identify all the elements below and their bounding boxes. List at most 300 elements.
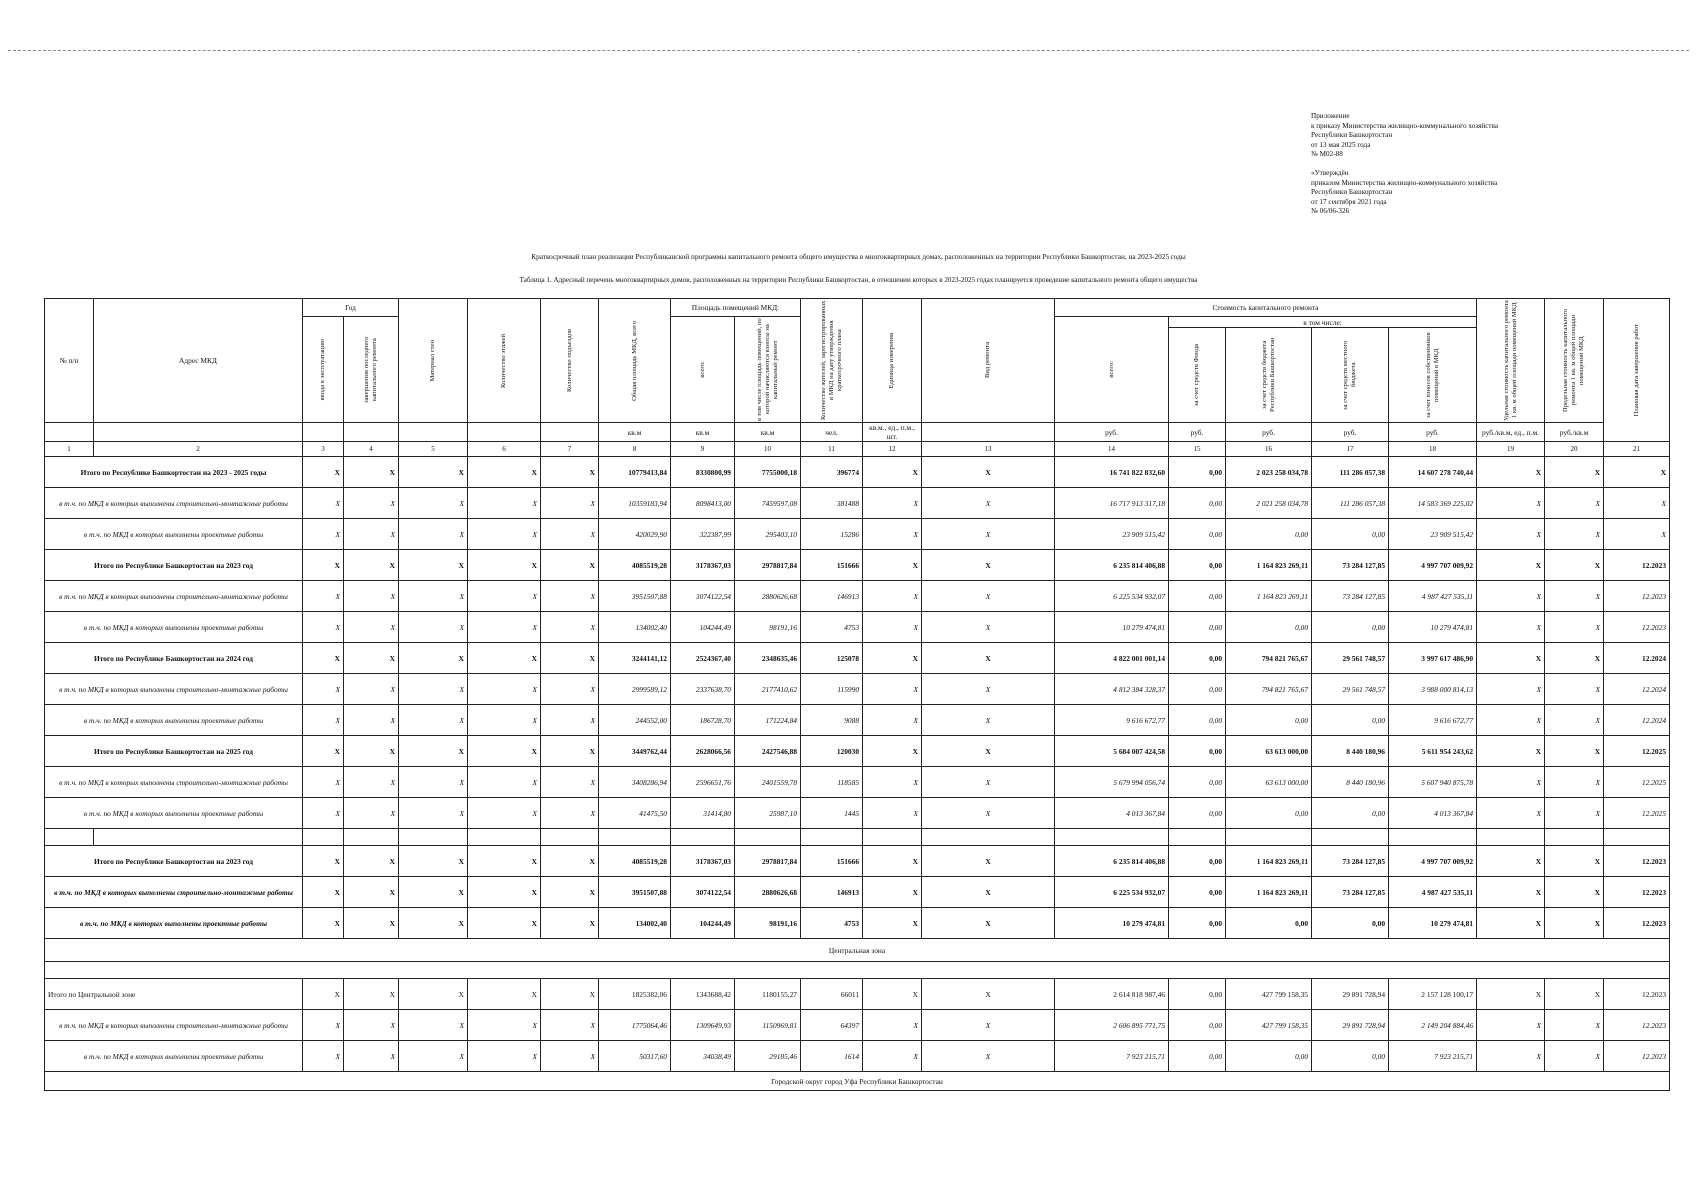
local-budget-cell: 0,00 (1312, 612, 1389, 643)
x-mark: X (1477, 736, 1545, 767)
x-mark: X (399, 457, 468, 488)
owned-area-cell: 7755000,18 (735, 457, 801, 488)
residents-cell: 64397 (801, 1010, 863, 1041)
table-row (45, 798, 1670, 829)
premises-area-cell: 8098413,00 (671, 488, 735, 519)
premises-area-cell: 34038,49 (671, 1041, 735, 1072)
owned-area-cell: 2401559,78 (735, 767, 801, 798)
x-mark: X (1477, 877, 1545, 908)
column-number: 2 (94, 442, 303, 457)
cost-total-cell: 6 235 814 406,88 (1055, 846, 1169, 877)
zone-title: Центральная зона (45, 939, 1670, 962)
x-mark: X (541, 581, 599, 612)
fund-cell: 0,00 (1169, 519, 1226, 550)
premises-area-cell: 1343688,42 (671, 979, 735, 1010)
owned-area-cell: 2348635,46 (735, 643, 801, 674)
col-total-area-header: Общая площадь МКД, всего (599, 299, 671, 423)
cost-total-cell: 10 279 474,81 (1055, 612, 1169, 643)
residents-cell: 125078 (801, 643, 863, 674)
fund-cell: 0,00 (1169, 581, 1226, 612)
column-number: 21 (1604, 442, 1670, 457)
cost-total-cell: 10 279 474,81 (1055, 908, 1169, 939)
owned-area-cell: 2880626,68 (735, 877, 801, 908)
rb-budget-cell: 1 164 823 269,11 (1226, 581, 1312, 612)
rb-budget-cell: 0,00 (1226, 908, 1312, 939)
x-mark: X (1545, 1010, 1604, 1041)
x-mark: X (863, 612, 922, 643)
fund-cell: 0,00 (1169, 877, 1226, 908)
x-mark: X (541, 457, 599, 488)
x-mark: X (303, 877, 344, 908)
col-address-header: Адрес МКД (94, 299, 303, 423)
table-row (45, 581, 1670, 612)
fund-cell: 0,00 (1169, 736, 1226, 767)
rb-budget-cell: 0,00 (1226, 612, 1312, 643)
total-area-cell: 10779413,84 (599, 457, 671, 488)
x-mark: X (1477, 1010, 1545, 1041)
x-mark: X (863, 798, 922, 829)
premises-area-cell: 8330800,99 (671, 457, 735, 488)
owners-cell: 5 611 954 243,62 (1389, 736, 1477, 767)
approval-block (1311, 112, 1551, 217)
x-mark: X (399, 705, 468, 736)
col-entrances-header: Количество подъездов (541, 299, 599, 423)
x-mark: X (1477, 643, 1545, 674)
owners-cell: 7 923 215,71 (1389, 1041, 1477, 1072)
col-commission-header: ввода в эксплуатацию (303, 317, 344, 423)
table-row (45, 488, 1670, 519)
x-mark: X (468, 457, 541, 488)
x-mark: X (541, 643, 599, 674)
x-mark: X (399, 908, 468, 939)
table-row (45, 550, 1670, 581)
x-mark: X (303, 519, 344, 550)
owned-area-cell: 295403,10 (735, 519, 801, 550)
premises-area-cell: 2337638,70 (671, 674, 735, 705)
column-number: 9 (671, 442, 735, 457)
x-mark: X (1545, 705, 1604, 736)
x-mark: X (922, 767, 1055, 798)
unit-cell: кв.м (599, 423, 671, 442)
fund-cell: 0,00 (1169, 1010, 1226, 1041)
x-mark: X (303, 550, 344, 581)
col-unit-cost-header: Удельная стоимость капитального ремонта 1 кв. м общей площади помещений МКД (1477, 299, 1545, 423)
x-mark: X (541, 519, 599, 550)
x-mark: X (468, 798, 541, 829)
fund-cell: 0,00 (1169, 674, 1226, 705)
column-number: 5 (399, 442, 468, 457)
x-mark: X (1545, 736, 1604, 767)
col-deadline-header: Плановая дата завершения работ (1604, 299, 1670, 442)
deadline-cell: 12.2024 (1604, 705, 1670, 736)
x-mark: X (303, 1041, 344, 1072)
owned-area-cell: 171224,84 (735, 705, 801, 736)
x-mark: X (863, 457, 922, 488)
unit-cell: руб./кв.м (1545, 423, 1604, 442)
fund-cell: 0,00 (1169, 550, 1226, 581)
x-mark: X (399, 877, 468, 908)
x-mark: X (1477, 705, 1545, 736)
x-mark: X (399, 550, 468, 581)
deadline-cell: 12.2023 (1604, 877, 1670, 908)
column-number: 15 (1169, 442, 1226, 457)
owners-cell: 4 013 367,84 (1389, 798, 1477, 829)
x-mark: X (1477, 581, 1545, 612)
x-mark: X (922, 979, 1055, 1010)
premises-area-cell: 104244,49 (671, 612, 735, 643)
local-budget-cell: 29 561 748,57 (1312, 674, 1389, 705)
approval-line: Республики Башкортостан (1311, 131, 1393, 140)
premises-area-cell: 322387,99 (671, 519, 735, 550)
scan-top-line (8, 50, 1689, 51)
x-mark: X (922, 736, 1055, 767)
premises-area-cell: 186728,70 (671, 705, 735, 736)
local-budget-cell: 0,00 (1312, 908, 1389, 939)
x-mark: X (344, 643, 399, 674)
unit-cell: руб. (1389, 423, 1477, 442)
unit-cell: руб./кв.м, ед., п.м. (1477, 423, 1545, 442)
x-mark: X (468, 1041, 541, 1072)
column-number: 14 (1055, 442, 1169, 457)
row-label: в т.ч. по МКД в которых выполнены строительно-монтажные работы (45, 488, 303, 519)
premises-area-cell: 2524367,40 (671, 643, 735, 674)
col-max-cost-header: Предельная стоимость капитального ремонта 1 кв. м общей площади помещений МКД (1545, 299, 1604, 423)
cost-total-cell: 7 923 215,71 (1055, 1041, 1169, 1072)
residents-cell: 118585 (801, 767, 863, 798)
x-mark: X (1545, 488, 1604, 519)
fund-cell: 0,00 (1169, 705, 1226, 736)
deadline-cell: 12.2023 (1604, 1041, 1670, 1072)
residents-cell: 146913 (801, 581, 863, 612)
row-label: в т.ч. по МКД в которых выполнены проектные работы (45, 612, 303, 643)
residents-cell: 15286 (801, 519, 863, 550)
x-mark: X (344, 488, 399, 519)
x-mark: X (863, 674, 922, 705)
column-number: 6 (468, 442, 541, 457)
fund-cell: 0,00 (1169, 798, 1226, 829)
premises-area-cell: 31414,80 (671, 798, 735, 829)
owned-area-cell: 7459597,08 (735, 488, 801, 519)
x-mark: X (468, 612, 541, 643)
x-mark: X (1545, 767, 1604, 798)
row-label: в т.ч. по МКД в которых выполнены строительно-монтажные работы (45, 1010, 303, 1041)
rb-budget-cell: 0,00 (1226, 1041, 1312, 1072)
x-mark: X (922, 488, 1055, 519)
residents-cell: 120030 (801, 736, 863, 767)
x-mark: X (344, 457, 399, 488)
table-row (45, 1010, 1670, 1041)
x-mark: X (922, 798, 1055, 829)
x-mark: X (344, 877, 399, 908)
deadline-cell: 12.2025 (1604, 798, 1670, 829)
x-mark: X (1545, 1041, 1604, 1072)
x-mark: X (468, 643, 541, 674)
rb-budget-cell: 2 021 258 034,78 (1226, 488, 1312, 519)
premises-area-cell: 3178367,03 (671, 846, 735, 877)
x-mark: X (1477, 767, 1545, 798)
x-mark: X (863, 1010, 922, 1041)
total-area-cell: 244552,00 (599, 705, 671, 736)
approval-line: к приказу Министерства жилищно-коммунального хозяйства (1311, 121, 1499, 130)
x-mark: X (399, 798, 468, 829)
total-area-cell: 3951507,88 (599, 877, 671, 908)
owners-cell: 23 909 515,42 (1389, 519, 1477, 550)
local-budget-cell: 29 891 728,94 (1312, 1010, 1389, 1041)
total-area-cell: 4085519,28 (599, 550, 671, 581)
x-mark: X (468, 877, 541, 908)
column-number: 20 (1545, 442, 1604, 457)
col-cost-header: Стоимость капитального ремонта (1055, 299, 1477, 317)
residents-cell: 151666 (801, 550, 863, 581)
owned-area-cell: 29185,46 (735, 1041, 801, 1072)
x-mark: X (863, 877, 922, 908)
unit-cell: чел. (801, 423, 863, 442)
column-number: 16 (1226, 442, 1312, 457)
approval-line: от 17 сентября 2021 года (1311, 197, 1387, 206)
x-mark: X (863, 488, 922, 519)
x-mark: X (344, 846, 399, 877)
deadline-cell: X (1604, 457, 1670, 488)
row-label: Итого по Республике Башкортостан на 2023 год (45, 550, 303, 581)
local-budget-cell: 0,00 (1312, 519, 1389, 550)
approval-line: «Утверждён (1311, 168, 1349, 177)
owners-cell: 10 279 474,81 (1389, 612, 1477, 643)
col-repair-type-header: Вид ремонта (922, 299, 1055, 423)
local-budget-cell: 0,00 (1312, 1041, 1389, 1072)
owned-area-cell: 25987,10 (735, 798, 801, 829)
x-mark: X (303, 736, 344, 767)
x-mark: X (863, 519, 922, 550)
x-mark: X (922, 1041, 1055, 1072)
rb-budget-cell: 794 821 765,67 (1226, 643, 1312, 674)
column-number: 17 (1312, 442, 1389, 457)
deadline-cell: 12.2023 (1604, 846, 1670, 877)
x-mark: X (344, 581, 399, 612)
blank-row (45, 829, 1670, 846)
rb-budget-cell: 63 613 000,00 (1226, 736, 1312, 767)
owners-cell: 4 987 427 535,11 (1389, 877, 1477, 908)
local-budget-cell: 111 286 057,38 (1312, 457, 1389, 488)
rb-budget-cell: 794 821 765,67 (1226, 674, 1312, 705)
residents-cell: 1445 (801, 798, 863, 829)
x-mark: X (541, 612, 599, 643)
x-mark: X (1545, 643, 1604, 674)
row-label: в т.ч. по МКД в которых выполнены строительно-монтажные работы (45, 877, 303, 908)
total-area-cell: 3449762,44 (599, 736, 671, 767)
col-local-budget-header: за счет средств местного бюджета (1312, 328, 1389, 423)
residents-cell: 9088 (801, 705, 863, 736)
local-budget-cell: 29 561 748,57 (1312, 643, 1389, 674)
x-mark: X (303, 488, 344, 519)
repair-plan-table (44, 298, 1670, 1091)
x-mark: X (468, 705, 541, 736)
fund-cell: 0,00 (1169, 908, 1226, 939)
x-mark: X (1545, 519, 1604, 550)
x-mark: X (863, 979, 922, 1010)
x-mark: X (922, 643, 1055, 674)
x-mark: X (863, 550, 922, 581)
x-mark: X (468, 581, 541, 612)
rb-budget-cell: 0,00 (1226, 519, 1312, 550)
local-budget-cell: 73 284 127,85 (1312, 846, 1389, 877)
total-area-cell: 10359183,94 (599, 488, 671, 519)
approval-line: Приложение (1311, 112, 1350, 120)
unit-cell: руб. (1169, 423, 1226, 442)
total-area-cell: 2999589,12 (599, 674, 671, 705)
rb-budget-cell: 2 023 258 034,78 (1226, 457, 1312, 488)
x-mark: X (1477, 550, 1545, 581)
table-row (45, 612, 1670, 643)
premises-area-cell: 1309649,93 (671, 1010, 735, 1041)
x-mark: X (399, 979, 468, 1010)
x-mark: X (1545, 612, 1604, 643)
table-row (45, 877, 1670, 908)
residents-cell: 151666 (801, 846, 863, 877)
cost-total-cell: 2 614 818 987,46 (1055, 979, 1169, 1010)
x-mark: X (863, 767, 922, 798)
residents-cell: 1614 (801, 1041, 863, 1072)
column-number: 8 (599, 442, 671, 457)
column-number: 7 (541, 442, 599, 457)
deadline-cell: X (1604, 488, 1670, 519)
x-mark: X (922, 581, 1055, 612)
x-mark: X (1545, 846, 1604, 877)
rb-budget-cell: 1 164 823 269,11 (1226, 877, 1312, 908)
x-mark: X (541, 1010, 599, 1041)
owned-area-cell: 2880626,68 (735, 581, 801, 612)
x-mark: X (468, 488, 541, 519)
owners-cell: 4 997 707 009,92 (1389, 846, 1477, 877)
row-label: в т.ч. по МКД в которых выполнены проектные работы (45, 798, 303, 829)
zone-title: Городской округ город Уфа Республики Башкортостан (45, 1072, 1670, 1091)
table-row (45, 908, 1670, 939)
x-mark: X (344, 908, 399, 939)
local-budget-cell: 0,00 (1312, 798, 1389, 829)
x-mark: X (541, 767, 599, 798)
x-mark: X (303, 767, 344, 798)
deadline-cell: 12.2024 (1604, 674, 1670, 705)
premises-area-cell: 3074122,54 (671, 581, 735, 612)
owners-cell: 9 616 672,77 (1389, 705, 1477, 736)
total-area-cell: 134002,40 (599, 612, 671, 643)
x-mark: X (922, 519, 1055, 550)
x-mark: X (303, 643, 344, 674)
rb-budget-cell: 63 613 000,00 (1226, 767, 1312, 798)
x-mark: X (922, 846, 1055, 877)
owners-cell: 3 997 617 486,90 (1389, 643, 1477, 674)
owned-area-cell: 98191,16 (735, 908, 801, 939)
x-mark: X (303, 908, 344, 939)
x-mark: X (863, 1041, 922, 1072)
owned-area-cell: 1150969,81 (735, 1010, 801, 1041)
x-mark: X (1477, 798, 1545, 829)
x-mark: X (1545, 979, 1604, 1010)
x-mark: X (541, 705, 599, 736)
col-num-header: № п/п (45, 299, 94, 423)
scan-mark: . (858, 46, 860, 55)
residents-cell: 4753 (801, 612, 863, 643)
rb-budget-cell: 427 799 158,35 (1226, 1010, 1312, 1041)
owners-cell: 5 607 940 875,78 (1389, 767, 1477, 798)
fund-cell: 0,00 (1169, 612, 1226, 643)
unit-cell: кв.м (671, 423, 735, 442)
owned-area-cell: 1180155,27 (735, 979, 801, 1010)
x-mark: X (468, 550, 541, 581)
local-budget-cell: 111 286 057,38 (1312, 488, 1389, 519)
deadline-cell: 12.2023 (1604, 1010, 1670, 1041)
x-mark: X (541, 908, 599, 939)
x-mark: X (344, 798, 399, 829)
unit-cell: руб. (1226, 423, 1312, 442)
col-last-repair-header: завершения последнего капитального ремонта (344, 317, 399, 423)
owners-cell: 3 988 000 814,13 (1389, 674, 1477, 705)
document-title: Краткосрочный план реализации Республиканской программы капитального ремонта общего имущества в многоквартирных домах, расположенных на территории Республики Башкортостан, на 2023-2025 годы (531, 252, 1186, 261)
approval-line: от 13 мая 2025 года (1311, 140, 1371, 149)
zone-row-central (45, 939, 1670, 962)
x-mark: X (399, 581, 468, 612)
row-label: Итого по Республике Башкортостан на 2023 год (45, 846, 303, 877)
fund-cell: 0,00 (1169, 488, 1226, 519)
column-number-row (45, 442, 1670, 457)
x-mark: X (1477, 1041, 1545, 1072)
x-mark: X (863, 846, 922, 877)
unit-cell: кв.м (735, 423, 801, 442)
total-area-cell: 1825382,06 (599, 979, 671, 1010)
local-budget-cell: 8 440 180,96 (1312, 736, 1389, 767)
cost-total-cell: 6 235 814 406,88 (1055, 550, 1169, 581)
x-mark: X (468, 1010, 541, 1041)
owned-area-cell: 2978817,84 (735, 550, 801, 581)
x-mark: X (1477, 674, 1545, 705)
x-mark: X (922, 877, 1055, 908)
x-mark: X (468, 846, 541, 877)
x-mark: X (541, 798, 599, 829)
x-mark: X (303, 846, 344, 877)
column-number: 3 (303, 442, 344, 457)
owners-cell: 4 987 427 535,11 (1389, 581, 1477, 612)
x-mark: X (344, 612, 399, 643)
premises-area-cell: 3074122,54 (671, 877, 735, 908)
x-mark: X (344, 1010, 399, 1041)
rb-budget-cell: 0,00 (1226, 798, 1312, 829)
x-mark: X (863, 736, 922, 767)
col-unit-header: Единица измерения (863, 299, 922, 423)
deadline-cell: 12.2023 (1604, 979, 1670, 1010)
deadline-cell: 12.2023 (1604, 908, 1670, 939)
owners-cell: 10 279 474,81 (1389, 908, 1477, 939)
column-number: 1 (45, 442, 94, 457)
local-budget-cell: 29 891 728,94 (1312, 979, 1389, 1010)
total-area-cell: 420029,90 (599, 519, 671, 550)
cost-total-cell: 4 812 384 328,37 (1055, 674, 1169, 705)
x-mark: X (303, 612, 344, 643)
x-mark: X (468, 767, 541, 798)
x-mark: X (468, 908, 541, 939)
cost-total-cell: 5 679 994 056,74 (1055, 767, 1169, 798)
row-label: Итого по Республике Башкортостан на 2023 - 2025 годы (45, 457, 303, 488)
row-label: Итого по Республике Башкортостан на 2024 год (45, 643, 303, 674)
cost-total-cell: 16 741 822 832,60 (1055, 457, 1169, 488)
cost-total-cell: 6 225 534 932,07 (1055, 581, 1169, 612)
column-number: 11 (801, 442, 863, 457)
residents-cell: 66011 (801, 979, 863, 1010)
x-mark: X (541, 846, 599, 877)
fund-cell: 0,00 (1169, 979, 1226, 1010)
x-mark: X (1477, 519, 1545, 550)
table-row (45, 1041, 1670, 1072)
fund-cell: 0,00 (1169, 846, 1226, 877)
deadline-cell: 12.2023 (1604, 581, 1670, 612)
